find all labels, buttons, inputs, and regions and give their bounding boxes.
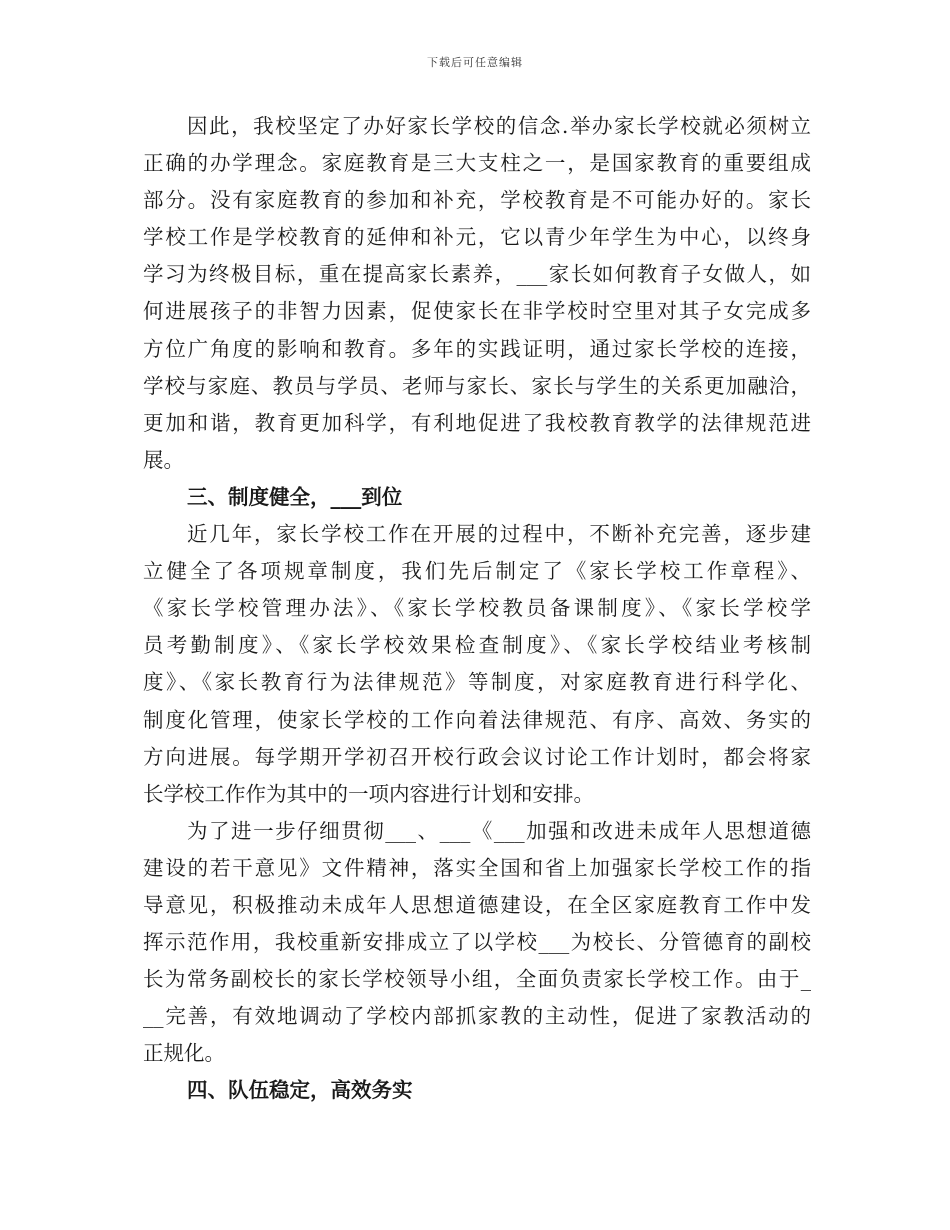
paragraph-school-philosophy [143, 108, 811, 479]
text-line: 挥示范作用，我校重新安排成立了以学校___为校长、分管德育的副校 [143, 930, 811, 955]
section-heading-4: 四、队伍稳定，高效务实 [187, 1078, 413, 1103]
text-line: __完善，有效地调动了学校内部抓家教的主动性，促进了家教活动的 [143, 1004, 811, 1029]
text-line: 正确的办学理念。家庭教育是三大支柱之一，是国家教育的重要组成 [143, 151, 811, 176]
text-line: 导意见，积极推动未成年人思想道德建设，在全区家庭教育工作中发 [143, 892, 811, 917]
text-line: 学习为终极目标，重在提高家长素养，___家长如何教育子女做人，如 [143, 262, 811, 287]
text-line: 立健全了各项规章制度，我们先后制定了《家长学校工作章程》、 [143, 559, 811, 584]
text-line: 因此，我校坚定了办好家长学校的信念.举办家长学校就必须树立 [187, 114, 811, 138]
paragraph-regulations [143, 516, 811, 813]
text-line: 学校与家庭、教员与学员、老师与家长、家长与学生的关系更加融洽， [143, 373, 811, 398]
text-line: 展。 [143, 447, 184, 472]
text-line: 正规化。 [143, 1041, 225, 1066]
text-line: 方位广角度的影响和教育。多年的实践证明，通过家长学校的连接， [143, 336, 811, 361]
text-line: 度》、《家长教育行为法律规范》等制度，对家庭教育进行科学化、 [143, 670, 811, 695]
text-line: 《家长学校管理办法》、《家长学校教员备课制度》、《家长学校学 [143, 596, 811, 621]
text-line: 部分。没有家庭教育的参加和补充，学校教育是不可能办好的。家长 [143, 188, 811, 213]
text-line: 制度化管理，使家长学校的工作向着法律规范、有序、高效、务实的 [143, 707, 811, 732]
text-line: 学校工作是学校教育的延伸和补元，它以青少年学生为中心，以终身 [143, 225, 811, 250]
document-body [143, 108, 811, 1110]
paragraph-leadership-group [143, 813, 811, 1073]
text-line: 近几年，家长学校工作在开展的过程中，不断补充完善，逐步建 [187, 522, 811, 547]
text-line: 长学校工作作为其中的一项内容进行计划和安排。 [143, 781, 594, 806]
text-line: 何进展孩子的非智力因素，促使家长在非学校时空里对其子女完成多 [143, 299, 811, 324]
text-line: 更加和谐，教育更加科学，有利地促进了我校教育教学的法律规范进 [143, 410, 811, 435]
section-heading-3: 三、制度健全，___到位 [187, 484, 403, 509]
text-line: 为了进一步仔细贯彻___、___《___加强和改进未成年人思想道德 [187, 818, 811, 843]
text-line: 方向进展。每学期开学初召开校行政会议讨论工作计划时，都会将家 [143, 744, 811, 769]
text-line: 员考勤制度》、《家长学校效果检查制度》、《家长学校结业考核制 [143, 633, 811, 658]
text-line: 长为常务副校长的家长学校领导小组，全面负责家长学校工作。由于_ [143, 967, 811, 992]
page-header-note: 下载后可任意编辑 [427, 56, 523, 69]
text-line: 建设的若干意见》文件精神，落实全国和省上加强家长学校工作的指 [143, 855, 811, 880]
